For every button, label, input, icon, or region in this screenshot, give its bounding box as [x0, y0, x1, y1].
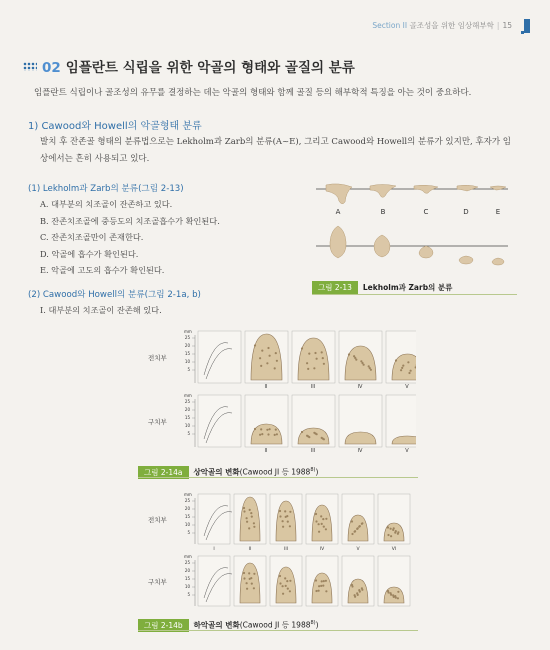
trabecula: [267, 347, 269, 349]
figure-tag: 그림 2-14a: [138, 466, 189, 479]
subsection-title: 1) Cawood와 Howell의 악골형태 분류: [28, 121, 202, 132]
axis-unit: mm: [184, 492, 192, 497]
class-numeral: IV: [319, 547, 325, 552]
trabecula: [282, 593, 284, 595]
axis-tick-label: 20: [184, 407, 190, 412]
axis-unit: mm: [184, 554, 192, 559]
axis-tick-label: 20: [184, 506, 190, 511]
trabecula: [402, 365, 404, 367]
page-number: 15: [502, 21, 512, 30]
trabecula: [318, 590, 320, 592]
bone-shapes-upper: [326, 184, 506, 204]
trabecula: [249, 509, 251, 511]
row-label: 전치부: [148, 516, 167, 524]
trabecula: [246, 521, 248, 523]
header-title: 골조성을 위한 임상해부학: [409, 21, 494, 30]
trabecula: [360, 360, 362, 362]
trabecula: [323, 526, 325, 528]
trabecula: [276, 360, 278, 362]
lekholm-heading: (1) Lekholm과 Zarb의 분류(그림 2-13): [28, 184, 184, 194]
trabecula: [316, 358, 318, 360]
trabecula: [279, 510, 281, 512]
trabecula: [395, 530, 397, 532]
list-item: I. 대부분의 치조골이 잔존해 있다.: [40, 305, 162, 315]
trabecula: [307, 368, 309, 370]
trabecula: [313, 432, 315, 434]
cross-section-panel: [198, 556, 230, 606]
trabecula: [351, 533, 353, 535]
trabecula: [254, 428, 256, 430]
trabecula: [321, 437, 323, 439]
trabecula: [395, 597, 397, 599]
trabecula: [368, 365, 370, 367]
class-numeral: III: [310, 384, 316, 390]
class-numeral: V: [356, 547, 360, 552]
figure-caption-text: Lekholm과 Zarb의 분류: [362, 283, 453, 292]
trabecula: [314, 352, 316, 354]
trabecula: [246, 517, 248, 519]
list-item: B. 잔존치조골에 중등도의 치조골흡수가 확인된다.: [40, 215, 220, 226]
class-numeral: III: [284, 547, 288, 552]
trabecula: [387, 534, 389, 536]
trabecula: [354, 596, 356, 598]
trabecula: [315, 520, 317, 522]
trabecula: [357, 594, 359, 596]
axis-tick-label: 15: [184, 351, 190, 356]
trabecula: [275, 429, 277, 431]
trabecula: [261, 433, 263, 435]
trabecula: [397, 591, 399, 593]
trabecula: [393, 527, 395, 529]
class-numeral: VI: [391, 547, 397, 552]
trabecula: [323, 580, 325, 582]
trabecula: [276, 433, 278, 435]
trabecula: [351, 585, 353, 587]
class-numeral: II: [264, 384, 268, 390]
trabecula: [243, 577, 245, 579]
trabecula: [287, 588, 289, 590]
trabecula: [279, 515, 281, 517]
dot-grid-icon: [23, 62, 37, 71]
trabecula: [260, 365, 262, 367]
trabecula: [282, 526, 284, 528]
trabecula: [266, 429, 268, 431]
axis-tick-label: 25: [184, 335, 190, 340]
axis-tick-label: 10: [184, 423, 190, 428]
trabecula: [274, 367, 276, 369]
maxilla-shape-a: [326, 184, 352, 204]
paragraph-line: 상에서는 흔히 사용되고 있다.: [40, 154, 150, 164]
trabecula: [325, 518, 327, 520]
class-numeral: II: [248, 547, 252, 552]
trabecula: [320, 585, 322, 587]
trabecula: [318, 531, 320, 533]
trabecula: [407, 361, 409, 363]
maxilla-change-figure: [146, 327, 416, 462]
trabecula: [390, 594, 392, 596]
trabecula: [348, 353, 350, 355]
trabecula: [357, 527, 359, 529]
class-numeral: I: [213, 547, 215, 552]
section-heading: [23, 56, 355, 76]
trabecula: [397, 531, 399, 533]
section-number: 02: [42, 60, 61, 76]
intro-paragraph: 임플란트 식립이나 골조성의 유무를 결정하는 데는 악골의 형태와 함께 골질 등의 해부학적 특징을 아는 것이 중요하다.: [34, 88, 472, 98]
caption-rule: [312, 294, 517, 295]
axis-tick-label: 20: [184, 343, 190, 348]
trabecula: [315, 590, 317, 592]
trabecula: [259, 357, 261, 359]
trabecula: [361, 522, 363, 524]
figure-caption: [312, 281, 452, 294]
row-label: 구치부: [148, 578, 167, 586]
row-label: 전치부: [148, 354, 167, 362]
trabecula: [251, 516, 253, 518]
subsection-paragraph: [40, 134, 535, 168]
mandible-shape-c: [419, 246, 433, 258]
maxilla-shape-b: [370, 185, 396, 198]
trabecula: [246, 588, 248, 590]
trabecula: [315, 579, 317, 581]
trabecula: [322, 518, 324, 520]
trabecula: [261, 350, 263, 352]
trabecula: [260, 428, 262, 430]
trabecula: [322, 357, 324, 359]
trabecula: [279, 582, 281, 584]
cross-section-panel: [198, 494, 230, 544]
class-numeral: III: [310, 448, 316, 454]
chapter-tab-marker: [524, 19, 530, 33]
trabecula: [401, 367, 403, 369]
axis-tick-label: 5: [187, 431, 190, 436]
letter-label: C: [423, 208, 429, 216]
cawood-heading: (2) Cawood와 Howell의 분류(그림 2-1a, b): [28, 290, 201, 300]
trabecula: [359, 591, 361, 593]
trabecula: [243, 572, 245, 574]
trabecula: [397, 597, 399, 599]
mandible-shape-e: [492, 258, 504, 265]
figure-tag: 그림 2-14b: [138, 619, 189, 632]
trabecula: [387, 591, 389, 593]
running-header: Section II 골조성을 위한 임상해부학 | 15: [372, 21, 512, 30]
axis-unit: mm: [184, 393, 192, 398]
class-numeral: IV: [357, 448, 363, 454]
mandible-shape-a: [330, 226, 346, 258]
figure-caption: [138, 617, 319, 630]
maxilla-shape-d: [457, 185, 478, 191]
paragraph-line: 발치 후 잔존골 형태의 분류법으로는 Lekholm과 Zarb의 분류(A~E), 그리고 Cawood와 Howell의 분류가 있지만, 후자가 임: [40, 137, 511, 147]
trabecula: [301, 431, 303, 433]
lekholm-zarb-figure: [312, 178, 512, 280]
trabecula: [267, 433, 269, 435]
trabecula: [306, 362, 308, 364]
cawood-list: [40, 302, 162, 319]
trabecula: [354, 530, 356, 532]
list-item: E. 악골에 고도의 흡수가 확인된다.: [40, 265, 165, 275]
trabecula: [249, 578, 251, 580]
axis-tick-label: 5: [187, 530, 190, 535]
cross-section-panel: [198, 331, 241, 383]
trabecula: [289, 511, 291, 513]
trabecula: [289, 580, 291, 582]
trabecula: [315, 513, 317, 515]
axis-tick-label: 5: [187, 367, 190, 372]
trabecula: [323, 363, 325, 365]
trabecula: [408, 372, 410, 374]
trabecula: [318, 585, 320, 587]
class-numeral: V: [405, 384, 409, 390]
trabecula: [289, 590, 291, 592]
trabecula: [253, 573, 255, 575]
letter-label: E: [495, 208, 501, 216]
lekholm-list: [40, 196, 220, 279]
mandible-shape-b: [374, 235, 390, 257]
axis-tick-label: 25: [184, 399, 190, 404]
trabecula: [325, 580, 327, 582]
trabecula: [321, 580, 323, 582]
axis-tick-label: 15: [184, 576, 190, 581]
letter-label: D: [463, 208, 469, 216]
class-numeral: V: [405, 448, 409, 454]
axis-tick-label: 15: [184, 514, 190, 519]
axis-tick-label: 15: [184, 415, 190, 420]
mandible-shape-d: [459, 256, 473, 264]
trabecula: [321, 523, 323, 525]
trabecula: [274, 434, 276, 436]
figure-caption: [138, 464, 318, 477]
trabecula: [285, 585, 287, 587]
axis-tick-label: 20: [184, 568, 190, 573]
class-numeral: IV: [357, 384, 363, 390]
trabecula: [248, 527, 250, 529]
list-item: C. 잔존치조골만이 존재한다.: [40, 232, 144, 242]
trabecula: [284, 510, 286, 512]
trabecula: [259, 434, 261, 436]
axis-tick-label: 10: [184, 522, 190, 527]
section-title: 임플란트 식립을 위한 악골의 형태와 골질의 분류: [65, 60, 355, 76]
trabecula: [390, 528, 392, 530]
trabecula: [266, 362, 268, 364]
trabecula: [250, 512, 252, 514]
trabecula: [387, 526, 389, 528]
trabecula: [318, 523, 320, 525]
trabecula: [284, 577, 286, 579]
trabecula: [286, 580, 288, 582]
letter-label: B: [380, 208, 386, 216]
trabecula: [251, 583, 253, 585]
trabecula: [287, 521, 289, 523]
trabecula: [410, 370, 412, 372]
trabecula: [243, 507, 245, 509]
figure-tag: 그림 2-13: [312, 281, 358, 294]
axis-tick-label: 5: [187, 592, 190, 597]
trabecula: [308, 353, 310, 355]
trabecula: [253, 526, 255, 528]
axis-unit: mm: [184, 329, 192, 334]
header-roman: II: [402, 21, 408, 30]
trabecula: [279, 575, 281, 577]
list-item: D. 악골에 흡수가 확인된다.: [40, 248, 139, 259]
letter-label: A: [335, 208, 341, 216]
trabecula: [320, 515, 322, 517]
trabecula: [253, 522, 255, 524]
class-numeral: II: [264, 448, 268, 454]
trabecula: [248, 572, 250, 574]
trabecula: [400, 369, 402, 371]
trabecula: [393, 596, 395, 598]
trabecula: [253, 587, 255, 589]
trabecula: [282, 585, 284, 587]
caption-rule: [138, 630, 418, 631]
trabecula: [395, 359, 397, 361]
axis-tick-label: 25: [184, 560, 190, 565]
trabecula: [351, 520, 353, 522]
trabecula: [306, 435, 308, 437]
axis-tick-label: 25: [184, 498, 190, 503]
figure-caption-text: 하악골의 변화(Cawood JI 등 1988$^{8)}$): [193, 620, 319, 630]
trabecula: [282, 520, 284, 522]
trabecula: [243, 510, 245, 512]
mandible-change-figure: [146, 490, 416, 618]
cross-section-panel: [198, 395, 241, 447]
trabecula: [321, 351, 323, 353]
bone-shapes-lower: [330, 226, 504, 265]
trabecula: [269, 428, 271, 430]
trabecula: [325, 590, 327, 592]
trabecula: [313, 367, 315, 369]
trabecula: [246, 582, 248, 584]
trabecula: [322, 585, 324, 587]
caption-rule: [138, 477, 418, 478]
trabecula: [390, 535, 392, 537]
trabecula: [301, 347, 303, 349]
row-label: 구치부: [148, 418, 167, 426]
trabecula: [289, 525, 291, 527]
list-item: A. 대부분의 치조골이 잔존하고 있다.: [40, 199, 173, 209]
chapter-tab-dot: [521, 31, 524, 34]
axis-tick-label: 10: [184, 584, 190, 589]
trabecula: [285, 516, 287, 518]
trabecula: [325, 528, 327, 530]
trabecula: [361, 589, 363, 591]
trabecula: [254, 344, 256, 346]
axis-tick-label: 10: [184, 359, 190, 364]
trabecula: [353, 355, 355, 357]
letter-labels: [336, 208, 501, 216]
header-section-label: Section: [372, 21, 401, 30]
trabecula: [269, 355, 271, 357]
trabecula: [275, 352, 277, 354]
trabecula: [359, 525, 361, 527]
figure-caption-text: 상악골의 변화(Cawood JI 등 1988$^{8)}$): [193, 467, 319, 477]
